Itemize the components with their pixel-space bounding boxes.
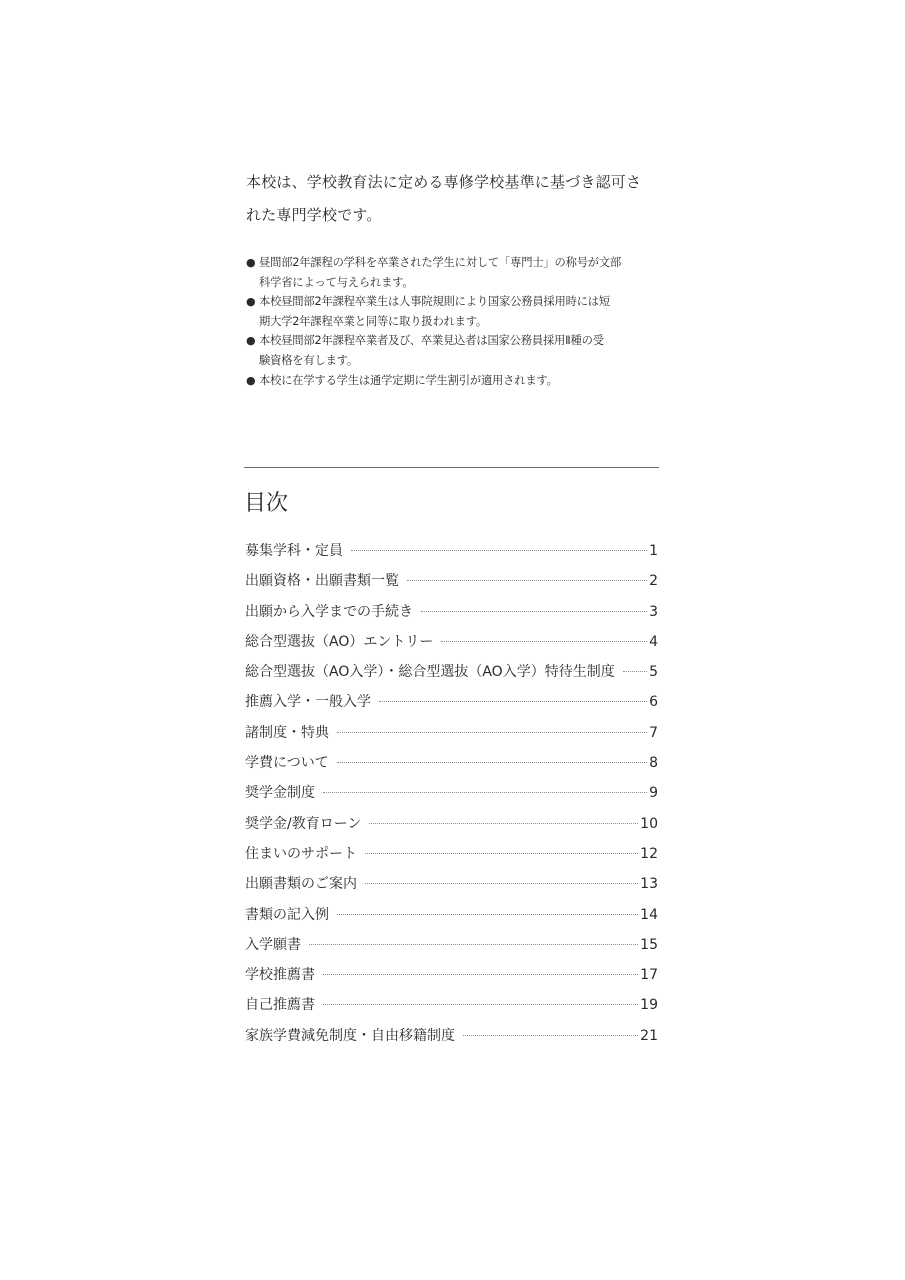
toc-entry-label: 総合型選抜（AO）エントリー xyxy=(245,633,434,650)
toc-entry[interactable] xyxy=(245,990,658,1020)
dot-leader xyxy=(337,732,647,733)
dot-leader xyxy=(323,974,638,975)
toc-entry[interactable] xyxy=(245,597,658,627)
toc-entry[interactable] xyxy=(245,748,658,778)
toc-entry-label: 諸制度・特典 xyxy=(245,724,329,741)
toc-entry[interactable] xyxy=(245,778,658,808)
dot-leader xyxy=(623,671,647,672)
toc-entry-page: 3 xyxy=(649,603,658,620)
note-text: 期大学2年課程卒業と同等に取り扱われます。 xyxy=(259,314,488,328)
toc-entry-page: 6 xyxy=(649,694,658,711)
intro-line: 本校は、学校教育法に定める専修学校基準に基づき認可さ xyxy=(246,173,642,191)
note-item xyxy=(246,292,666,331)
intro-line: れた専門学校です。 xyxy=(246,206,382,224)
note-text: 昼間部2年課程の学科を卒業された学生に対して「専門士」の称号が文部 xyxy=(259,256,622,269)
toc-entry[interactable] xyxy=(245,566,658,596)
note-text: 本校に在学する学生は通学定期に学生割引が適用されます。 xyxy=(259,373,558,387)
toc-entry[interactable] xyxy=(245,536,658,566)
note-item xyxy=(246,371,666,391)
toc-entry-label: 出願から入学までの手続き xyxy=(245,603,413,620)
bullet-icon: ● xyxy=(246,295,256,309)
toc-entry-label: 推薦入学・一般入学 xyxy=(245,694,371,711)
notes-list xyxy=(246,253,666,390)
bullet-icon: ● xyxy=(246,334,256,348)
note-text: 本校昼間部2年課程卒業生は人事院規則により国家公務員採用時には短 xyxy=(259,295,610,309)
toc-entry-label: 募集学科・定員 xyxy=(245,543,343,559)
toc-entry-label: 出願資格・出願書類一覧 xyxy=(245,573,399,590)
toc-entry-label: 入学願書 xyxy=(245,936,301,953)
table-of-contents xyxy=(245,536,658,1051)
toc-entry-page: 19 xyxy=(640,997,658,1014)
toc-entry-page: 17 xyxy=(640,967,658,984)
toc-entry-page: 9 xyxy=(649,785,658,802)
dot-leader xyxy=(337,914,638,915)
toc-entry[interactable] xyxy=(245,839,658,869)
accreditation-statement xyxy=(246,166,666,232)
toc-entry-page: 13 xyxy=(640,876,658,893)
toc-entry-page: 5 xyxy=(649,664,658,681)
toc-entry[interactable] xyxy=(245,930,658,960)
dot-leader xyxy=(323,1004,638,1005)
toc-entry-page: 8 xyxy=(649,755,658,772)
toc-title: 目次 xyxy=(244,491,289,516)
toc-entry-label: 家族学費減免制度・自由移籍制度 xyxy=(245,1027,455,1044)
toc-entry-page: 12 xyxy=(640,845,658,862)
toc-entry-page: 4 xyxy=(649,633,658,650)
note-item xyxy=(246,253,666,292)
dot-leader xyxy=(365,883,638,884)
section-divider xyxy=(244,467,659,468)
note-item xyxy=(246,331,666,370)
toc-entry-label: 住まいのサポート xyxy=(245,845,357,862)
toc-entry[interactable] xyxy=(245,809,658,839)
dot-leader xyxy=(369,823,638,824)
toc-entry-label: 奨学金/教育ローン xyxy=(245,815,362,832)
toc-entry-label: 出願書類のご案内 xyxy=(245,876,357,893)
toc-entry[interactable] xyxy=(245,718,658,748)
toc-entry-page: 14 xyxy=(640,906,658,923)
toc-entry[interactable] xyxy=(245,960,658,990)
bullet-icon: ● xyxy=(246,256,256,269)
toc-entry-page: 7 xyxy=(649,724,658,741)
toc-entry-label: 奨学金制度 xyxy=(245,785,315,802)
toc-entry-label: 学費について xyxy=(245,755,329,772)
toc-entry[interactable] xyxy=(245,627,658,657)
toc-entry-label: 総合型選抜（AO入学）・総合型選抜（AO入学）特待生制度 xyxy=(245,664,615,681)
note-text: 科学省によって与えられます。 xyxy=(259,275,414,289)
toc-entry[interactable] xyxy=(245,869,658,899)
dot-leader xyxy=(379,701,647,702)
toc-entry-page: 2 xyxy=(649,573,658,590)
toc-entry-label: 書類の記入例 xyxy=(245,906,329,923)
dot-leader xyxy=(441,641,647,642)
dot-leader xyxy=(337,762,647,763)
toc-entry-label: 学校推薦書 xyxy=(245,967,315,984)
dot-leader xyxy=(421,611,647,612)
toc-entry-page: 10 xyxy=(640,815,658,832)
dot-leader xyxy=(323,792,647,793)
dot-leader xyxy=(463,1035,638,1036)
toc-entry[interactable] xyxy=(245,687,658,717)
bullet-icon: ● xyxy=(246,373,256,387)
note-text: 験資格を有します。 xyxy=(259,353,358,367)
toc-entry[interactable] xyxy=(245,900,658,930)
toc-entry-page: 1 xyxy=(649,543,658,559)
toc-entry-label: 自己推薦書 xyxy=(245,997,315,1014)
toc-entry-page: 21 xyxy=(640,1027,658,1044)
dot-leader xyxy=(351,550,647,551)
toc-entry[interactable] xyxy=(245,1021,658,1051)
toc-entry[interactable] xyxy=(245,657,658,687)
dot-leader xyxy=(309,944,638,945)
dot-leader xyxy=(407,580,647,581)
toc-entry-page: 15 xyxy=(640,936,658,953)
note-text: 本校昼間部2年課程卒業者及び、卒業見込者は国家公務員採用Ⅱ種の受 xyxy=(259,334,604,348)
dot-leader xyxy=(365,853,638,854)
